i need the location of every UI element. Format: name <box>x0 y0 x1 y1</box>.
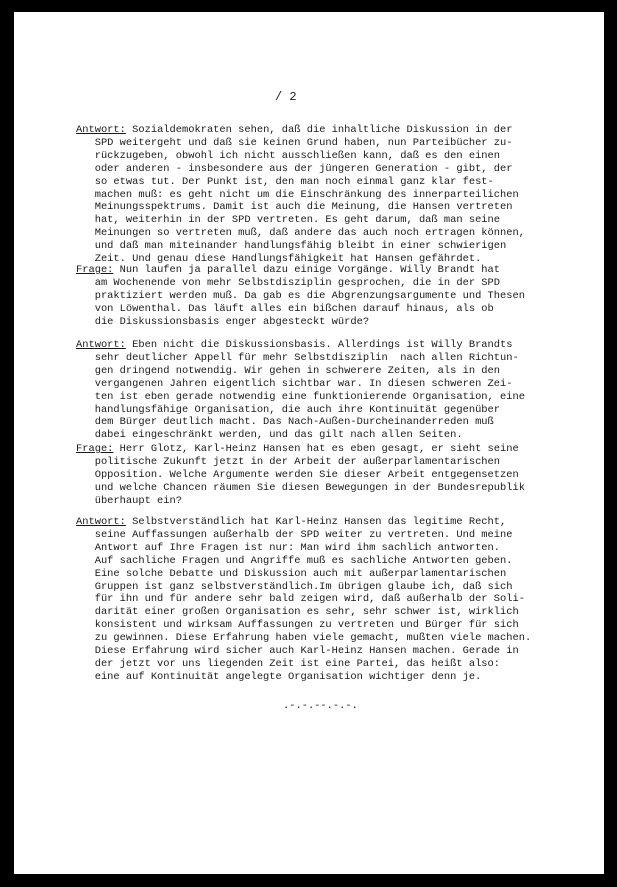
text-line: Sozialdemokraten sehen, daß die inhaltliche Diskussion in der <box>125 124 513 136</box>
text-line: darität einer großen Organisation es sehr, sehr schwer ist, wirklich <box>76 606 519 619</box>
text-line: praktiziert werden muß. Da gab es die Abgrenzungsargumente und Thesen <box>76 289 525 302</box>
text-line: handlungsfähige Organisation, die auch ihre Kontinuität gegenüber <box>76 403 501 416</box>
text-line: Meinungsspektrums. Damit ist auch die Meinung, die Hansen vertreten <box>76 201 513 214</box>
text-line: der jetzt vor uns liegenden Zeit ist eine Partei, das heißt also: <box>76 657 501 670</box>
text-line: vergangenen Jahren eigentlich sichtbar war. In diesen schweren Zei- <box>76 377 513 390</box>
text-line: von Löwenthal. Das läuft alles ein bißchen darauf hinaus, als ob <box>76 302 494 315</box>
text-line: überhaupt ein? <box>76 494 183 507</box>
question-section-2 <box>76 443 576 508</box>
text-line: gen dringend notwendig. Wir gehen in schwerere Zeiten, als in den <box>76 364 501 377</box>
text-line: dem Bürger deutlich macht. Das Nach-Außen-Durcheinanderreden muß <box>76 416 494 429</box>
section-first-line <box>76 443 576 456</box>
answer-section-1 <box>76 124 576 266</box>
text-line: Gruppen ist ganz selbstverständlich.Im übrigen glaube ich, daß sich <box>76 580 513 593</box>
text-line: Auf sachliche Fragen und Angriffe muß es sachliche Antworten geben. <box>76 554 513 567</box>
text-line: Herr Glotz, Karl-Heinz Hansen hat es eben gesagt, er sieht seine <box>113 443 519 455</box>
speaker-label: Antwort: <box>76 124 126 136</box>
text-line: ten ist eben gerade notwendig eine funktionierende Organisation, eine <box>76 390 525 403</box>
text-line: Diese Erfahrung wird sicher auch Karl-Heinz Hansen machen. Gerade in <box>76 645 519 658</box>
text-line: Opposition. Welche Argumente werden Sie dieser Arbeit entgegensetzen <box>76 468 519 481</box>
answer-section-2 <box>76 339 576 442</box>
text-line: die Diskussionsbasis enger abgesteckt würde? <box>76 315 370 328</box>
text-line: und welche Chancen räumen Sie diesen Bewegungen in der Bundesrepublik <box>76 481 525 494</box>
text-line: sehr deutlicher Appell für mehr Selbstdisziplin nach allen Richtun- <box>76 351 519 364</box>
text-line: eine auf Kontinuität angelegte Organisation wichtiger denn je. <box>76 670 482 683</box>
text-line: SPD weitergeht und daß sie keinen Grund haben, nun Parteibücher zu- <box>76 136 513 149</box>
closing-mark: .-.-.--.-.-. <box>283 700 358 712</box>
text-line: konsistent und wirksam Auffassungen zu vertreten und Bürger für sich <box>76 619 519 632</box>
text-line: Meinungen so vertreten muß, daß andere das auch noch ertragen können, <box>76 227 525 240</box>
section-first-line <box>76 124 576 137</box>
question-section-1 <box>76 264 576 329</box>
text-line: hat, weiterhin in der SPD vertreten. Es geht darum, daß man seine <box>76 214 501 227</box>
text-line: dabei eingeschränkt werden, und das gilt nach allen Seiten. <box>76 429 463 442</box>
section-first-line <box>76 516 576 529</box>
text-line: zu gewinnen. Diese Erfahrung haben viele gemacht, mußten viele machen. <box>76 632 532 645</box>
text-line: so etwas tut. Der Punkt ist, den man noch einmal ganz klar fest- <box>76 175 494 188</box>
page-number: / 2 <box>275 90 297 104</box>
text-line: Zeit. Und genau diese Handlungsfähigkeit hat Hansen gefährdet. <box>76 253 482 266</box>
speaker-label: Frage: <box>76 264 114 276</box>
text-line: am Wochenende von mehr Selbstdisziplin gesprochen, die in der SPD <box>76 276 501 289</box>
section-first-line <box>76 264 576 277</box>
text-line: Nun laufen ja parallel dazu einige Vorgänge. Willy Brandt hat <box>113 264 501 276</box>
speaker-label: Antwort: <box>76 339 126 351</box>
speaker-label: Antwort: <box>76 516 126 528</box>
text-line: Eine solche Debatte und Diskussion auch mit außerparlamentarischen <box>76 567 507 580</box>
text-line: oder anderen - insbesondere aus der jüngeren Generation - gibt, der <box>76 162 513 175</box>
text-line: seine Auffassungen außerhalb der SPD weiter zu vertreten. Und meine <box>76 528 513 541</box>
answer-section-3 <box>76 516 576 684</box>
section-first-line <box>76 339 576 352</box>
text-line: Selbstverständlich hat Karl-Heinz Hansen das legitime Recht, <box>125 516 507 528</box>
text-line: Eben nicht die Diskussionsbasis. Allerdings ist Willy Brandts <box>125 339 513 351</box>
text-line: Antwort auf Ihre Fragen ist nur: Man wird ihm sachlich antworten. <box>76 541 501 554</box>
speaker-label: Frage: <box>76 443 114 455</box>
text-line: machen muß: es geht nicht um die Einschränkung des innerparteilichen <box>76 188 519 201</box>
text-line: für ihn und für andere sehr bald zeigen wird, daß außerhalb der Soli- <box>76 593 525 606</box>
text-line: rückzugeben, obwohl ich nicht ausschließen kann, daß es den einen <box>76 149 501 162</box>
text-line: politische Zukunft jetzt in der Arbeit der außerparlamentarischen <box>76 455 501 468</box>
text-line: und daß man miteinander handlungsfähig bleibt in einer schwierigen <box>76 240 507 253</box>
